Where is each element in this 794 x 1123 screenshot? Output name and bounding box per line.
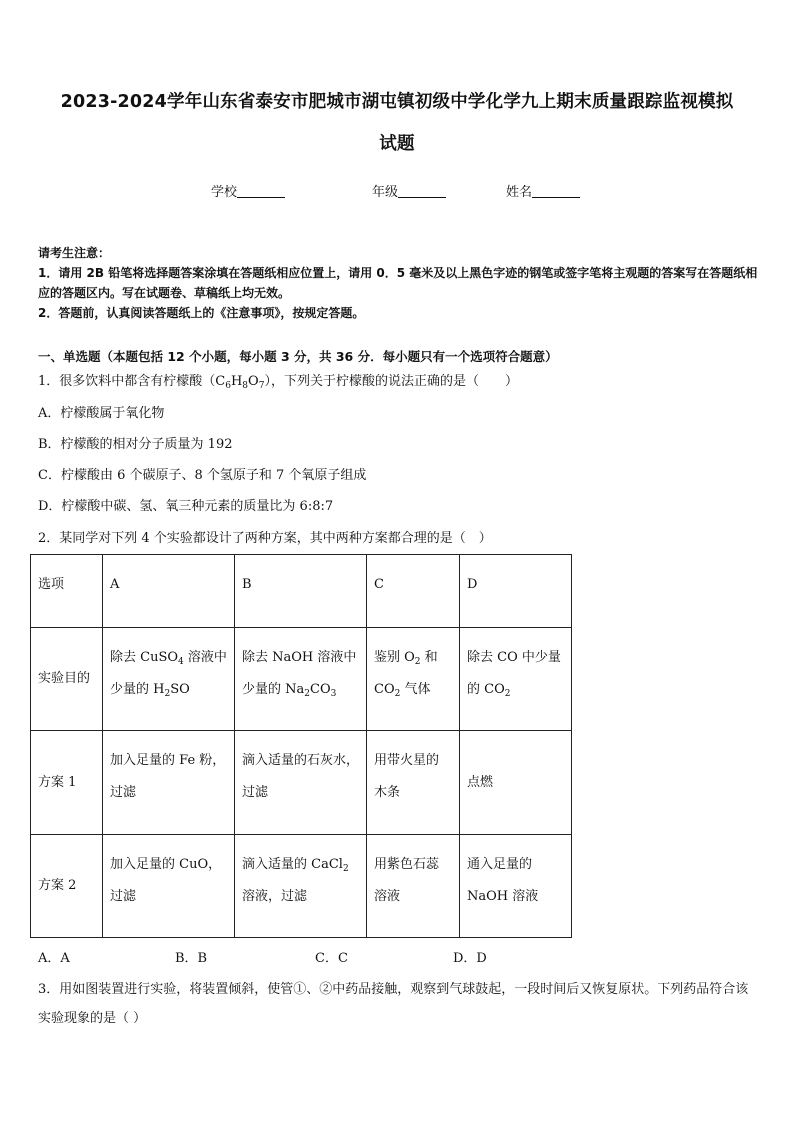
table-cell: [235, 628, 367, 731]
answer-option-a: A．A: [38, 951, 70, 966]
cell-text: 少量的 Na: [242, 682, 305, 697]
q1-stem-text: ），下列关于柠檬酸的说法正确的是（ ）: [264, 374, 518, 389]
cell-text: 鉴别 O: [374, 650, 415, 665]
table-cell: A: [103, 555, 235, 628]
answer-option-d: D．D: [453, 951, 487, 966]
table-cell: [103, 835, 235, 938]
table-cell: 实验目的: [31, 628, 103, 731]
grade-blank: [398, 185, 446, 198]
question-2-stem: 2．某同学对下列 4 个实验都设计了两种方案，其中两种方案都合理的是（ ）: [38, 531, 492, 546]
cell-text: 的 CO: [467, 682, 505, 697]
answer-option-b: B．B: [175, 951, 208, 966]
table-cell: D: [460, 555, 572, 628]
cell-text: CO: [374, 682, 395, 697]
notice-item-1: 1．请用 2B 铅笔将选择题答案涂填在答题纸相应位置上，请用 0．5 毫米及以上黑色字迹的钢笔或签字笔将主观题的答案写在答题纸相应的答题区内。写在试题卷、草稿纸上均无效。: [38, 266, 758, 300]
cell-text: 通入足量的: [467, 857, 533, 872]
table-cell: 选项: [31, 555, 103, 628]
section-heading: 一、单选题（本题包括 12 个小题，每小题 3 分，共 36 分．每小题只有一个选项符合题意）: [38, 349, 558, 364]
table-cell: [460, 835, 572, 938]
cell-text: 少量的 H: [110, 682, 165, 697]
q1-sub: 8: [242, 381, 249, 391]
table-cell: [367, 835, 460, 938]
cell-sub: 2: [504, 689, 511, 699]
question-1-option-a: A．柠檬酸属于氧化物: [38, 406, 165, 421]
cell-text: 除去 CuSO: [110, 650, 179, 665]
q1-stem-text: 1．很多饮料中都含有柠檬酸（C: [38, 374, 226, 389]
question-2-table: [30, 554, 572, 938]
question-1-option-d: D．柠檬酸中碳、氢、氧三种元素的质量比为 6:8:7: [38, 499, 334, 514]
table-row-purpose: [31, 628, 572, 731]
cell-text: 木条: [374, 785, 401, 800]
cell-text: 溶液，过滤: [242, 889, 308, 904]
notice-heading: 请考生注意：: [38, 246, 111, 260]
cell-sub: 2: [414, 657, 421, 667]
cell-text: NaOH 溶液: [467, 889, 539, 904]
table-cell: 方案 1: [31, 731, 103, 835]
cell-text: SO: [170, 682, 190, 697]
notice-item-2: 2．答题前，认真阅读答题纸上的《注意事项》，按规定答题。: [38, 306, 365, 320]
cell-text: CO: [310, 682, 331, 697]
table-cell: [460, 628, 572, 731]
table-row-plan-2: [31, 835, 572, 938]
cell-sub: 2: [342, 864, 349, 874]
q1-sub: 7: [258, 381, 265, 391]
table-cell: 点燃: [460, 731, 572, 835]
school-blank: [237, 185, 285, 198]
cell-sub: 2: [394, 689, 401, 699]
table-header-row: [31, 555, 572, 628]
cell-text: 和: [420, 650, 438, 665]
name-label: 姓名: [506, 185, 533, 200]
table-cell: [367, 731, 460, 835]
answer-option-c: C．C: [315, 951, 348, 966]
cell-text: 过滤: [110, 785, 137, 800]
document-title-line1: 2023-2024学年山东省泰安市肥城市湖屯镇初级中学化学九上期末质量跟踪监视模拟: [60, 92, 734, 112]
document-title-line2: 试题: [379, 134, 415, 154]
school-field: [211, 181, 285, 200]
cell-text: 用紫色石蕊: [374, 857, 440, 872]
q1-sub: 6: [225, 381, 231, 391]
table-cell: B: [235, 555, 367, 628]
table-cell: 方案 2: [31, 835, 103, 938]
cell-text: 加入足量的 Fe 粉，: [110, 753, 226, 768]
cell-text: 加入足量的 CuO，: [110, 857, 222, 872]
q1-stem-text: O: [248, 374, 259, 389]
notice-block: [38, 243, 758, 323]
school-label: 学校: [211, 185, 238, 200]
table-row-plan-1: [31, 731, 572, 835]
question-3-stem: 3．用如图装置进行实验，将装置倾斜，使管①、②中药品接触，观察到气球鼓起，一段时间后又恢复原状。下列药品符合该实验现象的是（ ）: [38, 982, 749, 1026]
name-blank: [532, 185, 580, 198]
table-cell: [103, 628, 235, 731]
grade-label: 年级: [372, 185, 399, 200]
table-cell: [235, 731, 367, 835]
cell-text: 用带火星的: [374, 753, 440, 768]
table-cell: [367, 628, 460, 731]
cell-text: 过滤: [242, 785, 269, 800]
q1-stem-text: H: [230, 374, 243, 389]
question-1-option-c: C．柠檬酸由 6 个碳原子、8 个氢原子和 7 个氧原子组成: [38, 468, 367, 483]
cell-sub: 2: [164, 689, 171, 699]
table-cell: [103, 731, 235, 835]
question-1-option-b: B．柠檬酸的相对分子质量为 192: [38, 437, 233, 452]
cell-text: 溶液: [374, 889, 401, 904]
cell-sub: 3: [330, 689, 337, 699]
cell-text: 除去 NaOH 溶液中: [242, 650, 357, 665]
cell-sub: 4: [178, 657, 184, 667]
cell-text: 气体: [400, 682, 431, 697]
cell-text: 过滤: [110, 889, 137, 904]
name-field: [506, 181, 580, 200]
cell-text: 除去 CO 中少量: [467, 650, 561, 665]
grade-field: [372, 181, 446, 200]
cell-text: 滴入适量的石灰水，: [242, 753, 360, 768]
cell-text: 溶液中: [183, 650, 227, 665]
table-cell: [235, 835, 367, 938]
question-1-stem: [38, 372, 760, 392]
table-cell: C: [367, 555, 460, 628]
cell-sub: 2: [304, 689, 310, 699]
cell-text: 滴入适量的 CaCl: [242, 857, 343, 872]
